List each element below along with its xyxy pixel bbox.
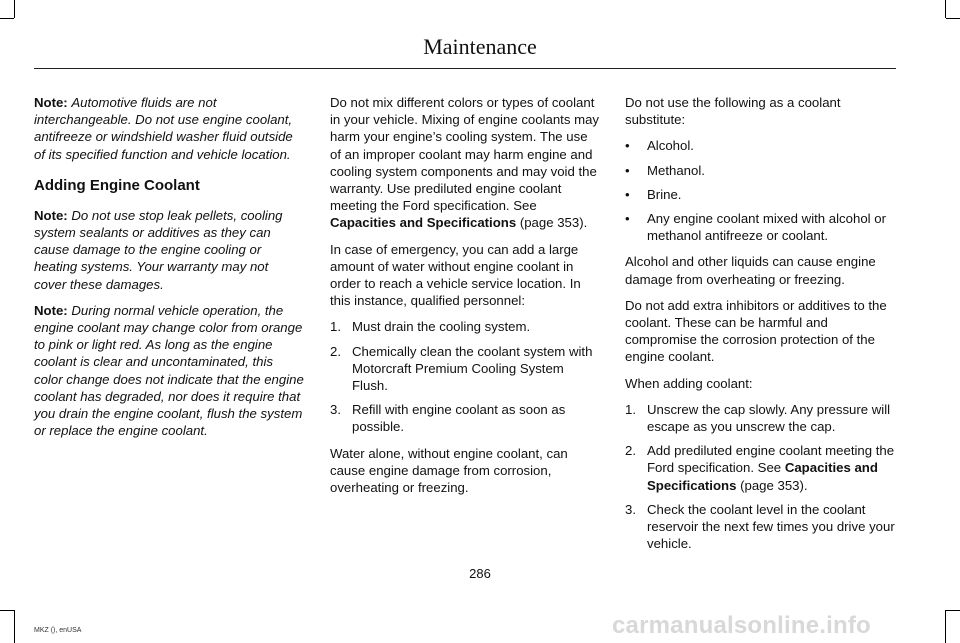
cross-reference-link[interactable]: Capacities and Specifications <box>647 460 878 493</box>
note-automotive-fluids <box>34 94 304 163</box>
substitute-bullets <box>625 137 895 244</box>
paragraph-substitute: Do not use the following as a coolant substitute: <box>625 95 841 128</box>
note-label: Note: <box>34 95 68 110</box>
list-item <box>625 442 895 494</box>
list-item <box>625 137 895 154</box>
paragraph-mixing <box>330 94 600 232</box>
step-number: 2. <box>625 443 636 459</box>
crop-mark <box>14 610 15 643</box>
paragraph-when-adding: When adding coolant: <box>625 375 753 391</box>
step-text: Refill with engine coolant as soon as possible. <box>352 402 566 435</box>
note-stop-leak <box>34 207 304 293</box>
document-code: MKZ (), enUSA <box>34 627 82 634</box>
note-label: Note: <box>34 302 68 318</box>
column-left <box>34 94 304 448</box>
list-item <box>625 210 895 244</box>
crop-mark <box>946 18 960 19</box>
bullet-text: Alcohol. <box>647 138 694 154</box>
list-item <box>625 186 895 203</box>
bullet-text: Brine. <box>647 186 682 202</box>
list-item <box>625 501 895 553</box>
bullet-icon: • <box>625 186 630 202</box>
list-item <box>330 318 600 335</box>
bullet-icon: • <box>625 138 630 154</box>
step-number: 3. <box>625 501 636 517</box>
watermark: carmanualsonline.info <box>612 612 871 639</box>
list-item <box>330 343 600 395</box>
note-text: During normal vehicle operation, the engine coolant may change color from orange to pink or light red. As long as the engine coolant is clear and uncontaminated, this color change does not indicate that the engine coolant has degraded, nor does it require that you drain the engine coolant, flush the system or replace the engine coolant. <box>34 302 304 439</box>
crop-mark <box>946 610 960 611</box>
step-number: 1. <box>330 319 341 335</box>
section-heading: Adding Engine Coolant <box>34 176 200 194</box>
page-reference: (page 353). <box>740 477 808 493</box>
bullet-text: Any engine coolant mixed with alcohol or methanol antifreeze or coolant. <box>647 211 886 244</box>
step-text: Must drain the cooling system. <box>352 319 531 335</box>
list-item <box>625 162 895 179</box>
crop-mark <box>945 0 946 18</box>
adding-steps <box>625 401 895 553</box>
bullet-icon: • <box>625 211 630 227</box>
note-label: Note: <box>34 207 68 223</box>
paragraph-text: Do not mix different colors or types of coolant in your vehicle. Mixing of engine coolants may harm your engine’s cooling system. The use of an improper coolant may harm engine and cooling system components and may void the warranty. Use prediluted engine coolant meeting the Ford specification. See <box>330 95 600 214</box>
step-number: 2. <box>330 343 341 359</box>
list-item <box>330 401 600 435</box>
crop-mark <box>945 610 946 643</box>
paragraph-emergency: In case of emergency, you can add a large amount of water without engine coolant in order to reach a vehicle service location. In this instance, qualified personnel: <box>330 241 581 309</box>
bullet-text: Methanol. <box>647 162 705 178</box>
header-rule <box>34 68 896 69</box>
page-reference: (page 353). <box>519 215 588 231</box>
crop-mark <box>0 18 14 19</box>
page-title: Maintenance <box>423 34 537 59</box>
crop-mark <box>0 610 14 611</box>
bullet-icon: • <box>625 162 630 178</box>
step-text: Chemically clean the coolant system with Motorcraft Premium Cooling System Flush. <box>352 343 593 394</box>
column-right <box>625 94 895 561</box>
paragraph-water-alone: Water alone, without engine coolant, can cause engine damage from corrosion, overheating or freezing. <box>330 445 568 496</box>
cross-reference-link[interactable]: Capacities and Specifications <box>330 215 517 231</box>
step-number: 1. <box>625 401 636 417</box>
crop-mark <box>14 0 15 18</box>
step-number: 3. <box>330 402 341 418</box>
column-middle <box>330 94 600 505</box>
step-text: Unscrew the cap slowly. Any pressure will escape as you unscrew the cap. <box>647 401 891 435</box>
note-color-change <box>34 302 304 440</box>
emergency-steps <box>330 318 600 435</box>
step-text: Add prediluted engine coolant meeting the Ford specification. See <box>647 443 895 476</box>
note-text: Automotive fluids are not interchangeable. Do not use engine coolant, antifreeze or windshield washer fluid outside of its specified function and vehicle location. <box>34 95 293 162</box>
paragraph-inhibitors: Do not add extra inhibitors or additives to the coolant. These can be harmful and compromise the corrosion protection of the engine coolant. <box>625 297 887 365</box>
paragraph-alcohol: Alcohol and other liquids can cause engine damage from overheating or freezing. <box>625 254 876 287</box>
list-item <box>625 401 895 435</box>
step-text: Check the coolant level in the coolant reservoir the next few times you drive your vehicle. <box>647 501 895 552</box>
note-text: Do not use stop leak pellets, cooling system sealants or additives as they can cause damage to the engine cooling or heating systems. Your warranty may not cover these damages. <box>34 207 283 292</box>
page-number: 286 <box>469 566 491 581</box>
